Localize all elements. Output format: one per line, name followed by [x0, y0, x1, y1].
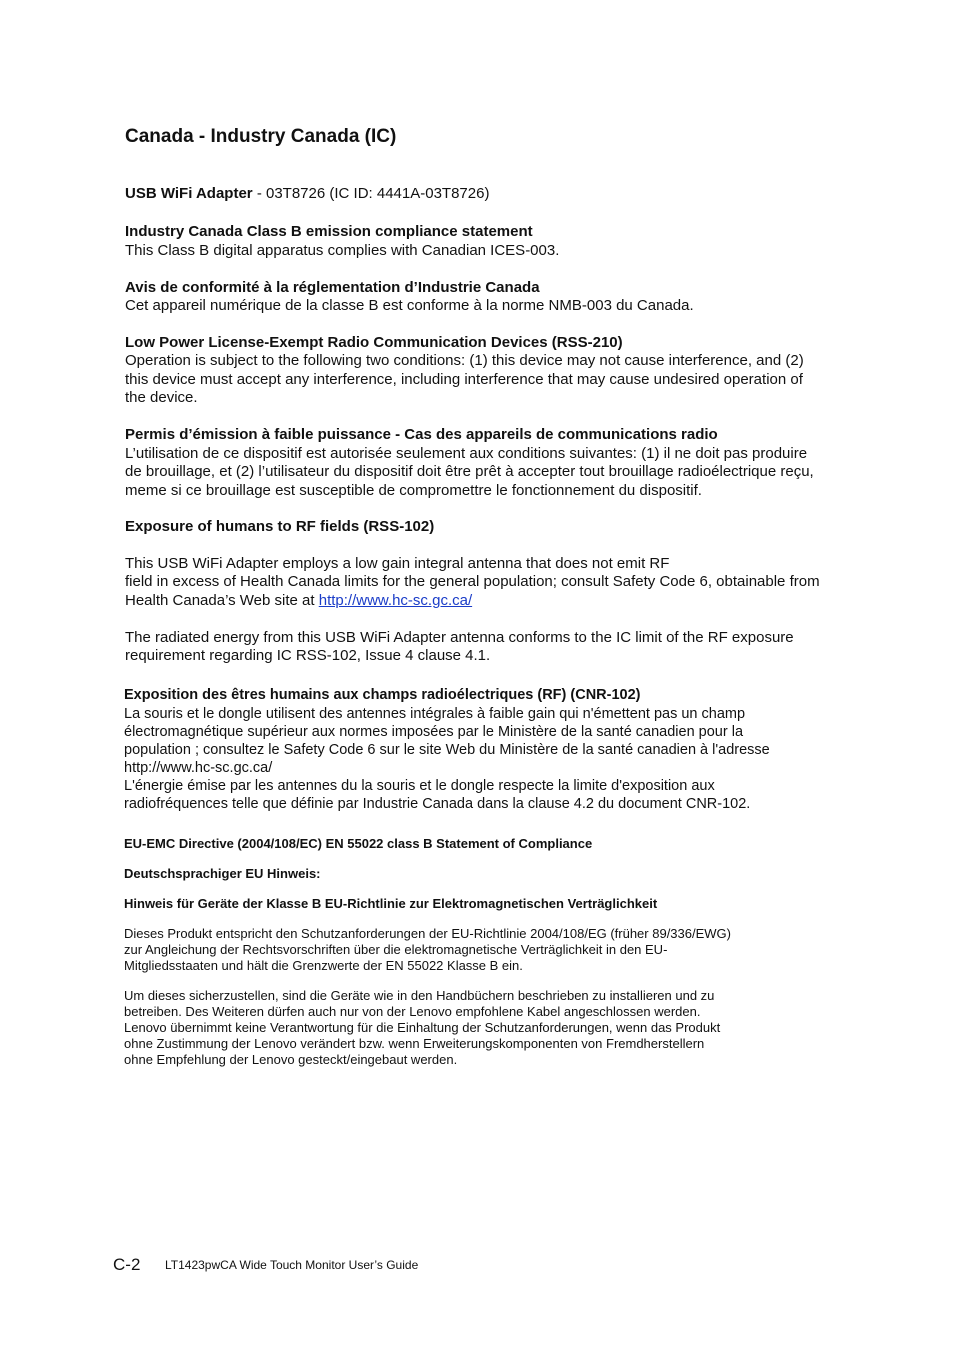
eu-directive-heading: EU-EMC Directive (2004/108/EC) EN 55022 class B Statement of Compliance [124, 836, 593, 851]
eu-para2-line: ohne Empfehlung der Lenovo gesteckt/eingebaut werden. [124, 1052, 458, 1067]
exposition-heading: Exposition des êtres humains aux champs radioélectriques (RF) (CNR-102) [124, 687, 641, 703]
exposition-line: électromagnétique supérieur aux normes imposées par le Ministère de la santé canadien pour la [124, 724, 744, 740]
page-title: Canada - Industry Canada (IC) [125, 126, 397, 147]
eu-para1-line: Dieses Produkt entspricht den Schutzanforderungen der EU-Richtlinie 2004/108/EG (früher 89/336/EWG) [124, 926, 731, 941]
eu-para2-line: Lenovo übernimmt keine Verantwortung für die Einhaltung der Schutzanforderungen, wenn das Produkt [124, 1020, 721, 1035]
eu-para2-line: ohne Zustimmung der Lenovo verändert bzw. wenn Erweiterungskomponenten von Fremdherstellern [124, 1036, 705, 1051]
exposition-line: population ; consultez le Safety Code 6 sur le site Web du Ministère de la santé canadien à l'adresse [124, 742, 770, 758]
usb-adapter-text: - 03T8726 (IC ID: 4441A-03T8726) [252, 185, 490, 202]
exposure-heading: Exposure of humans to RF fields (RSS-102) [125, 518, 435, 535]
eu-para2-line: betreiben. Des Weiteren dürfen auch nur von der Lenovo empfohlene Kabel angeschlossen werden. [124, 1004, 701, 1019]
hinweis-heading: Hinweis für Geräte der Klasse B EU-Richtlinie zur Elektromagnetischen Verträglichkeit [124, 896, 658, 911]
eu-para2-line: Um dieses sicherzustellen, sind die Geräte wie in den Handbüchern beschrieben zu installieren und zu [124, 988, 715, 1003]
radiated-line: requirement regarding IC RSS-102, Issue 4 clause 4.1. [125, 647, 491, 664]
eu-para1-line: Mitgliedsstaaten und hält die Grenzwerte der EN 55022 Klasse B ein. [124, 958, 523, 973]
exposition-line: La souris et le dongle utilisent des antennes intégrales à faible gain qui n'émettent pas un champ [124, 706, 746, 722]
classb-text: This Class B digital apparatus complies with Canadian ICES-003. [125, 242, 560, 259]
guide-title: LT1423pwCA Wide Touch Monitor User’s Guide [165, 1258, 419, 1272]
permis-line: meme si ce brouillage est susceptible de compromettre le fonctionnement du dispositif. [125, 482, 702, 499]
usb-adapter-line [125, 185, 489, 202]
lowpower-line: this device must accept any interference, including interference that may cause undesired operation of [125, 371, 803, 388]
lowpower-heading: Low Power License-Exempt Radio Communication Devices (RSS-210) [125, 334, 623, 351]
lowpower-line: Operation is subject to the following two conditions: (1) this device may not cause interference, and (2) [125, 352, 804, 369]
exposure-line: This USB WiFi Adapter employs a low gain integral antenna that does not emit RF [125, 555, 670, 572]
permis-heading: Permis d’émission à faible puissance - Cas des appareils de communications radio [125, 426, 718, 443]
avis-heading: Avis de conformité à la réglementation d’Industrie Canada [125, 279, 540, 296]
classb-heading: Industry Canada Class B emission compliance statement [125, 223, 533, 240]
avis-text: Cet appareil numérique de la classe B est conforme à la norme NMB-003 du Canada. [125, 297, 694, 314]
permis-line: de brouillage, et (2) l’utilisateur du dispositif doit être prêt à accepter tout brouillage radioélectrique reçu, [125, 463, 814, 480]
page-number: C-2 [113, 1255, 141, 1274]
exposure-line [125, 592, 472, 609]
lowpower-line: the device. [125, 389, 198, 406]
radiated-line: The radiated energy from this USB WiFi Adapter antenna conforms to the IC limit of the RF exposure [125, 629, 794, 646]
eu-para1-line: zur Angleichung der Rechtsvorschriften über die elektromagnetische Verträglichkeit in den EU- [124, 942, 668, 957]
permis-line: L’utilisation de ce dispositif est autorisée seulement aux conditions suivantes: (1) il ne doit pas produire [125, 445, 808, 462]
exposure-line: field in excess of Health Canada limits for the general population; consult Safety Code 6, obtainable from [125, 573, 820, 590]
exposure-line-prefix: Health Canada’s Web site at [125, 592, 319, 609]
health-canada-link[interactable]: http://www.hc-sc.gc.ca/ [318, 592, 473, 609]
exposition-line: radiofréquences telle que définie par Industrie Canada dans la clause 4.2 du document CNR-102. [124, 796, 751, 812]
exposition-line: http://www.hc-sc.gc.ca/ [124, 760, 273, 776]
exposition-line: L'énergie émise par les antennes du la souris et le dongle respecte la limite d'exposition aux [124, 778, 715, 794]
usb-adapter-label: USB WiFi Adapter [125, 185, 253, 202]
deutsch-heading: Deutschsprachiger EU Hinweis: [124, 866, 321, 881]
